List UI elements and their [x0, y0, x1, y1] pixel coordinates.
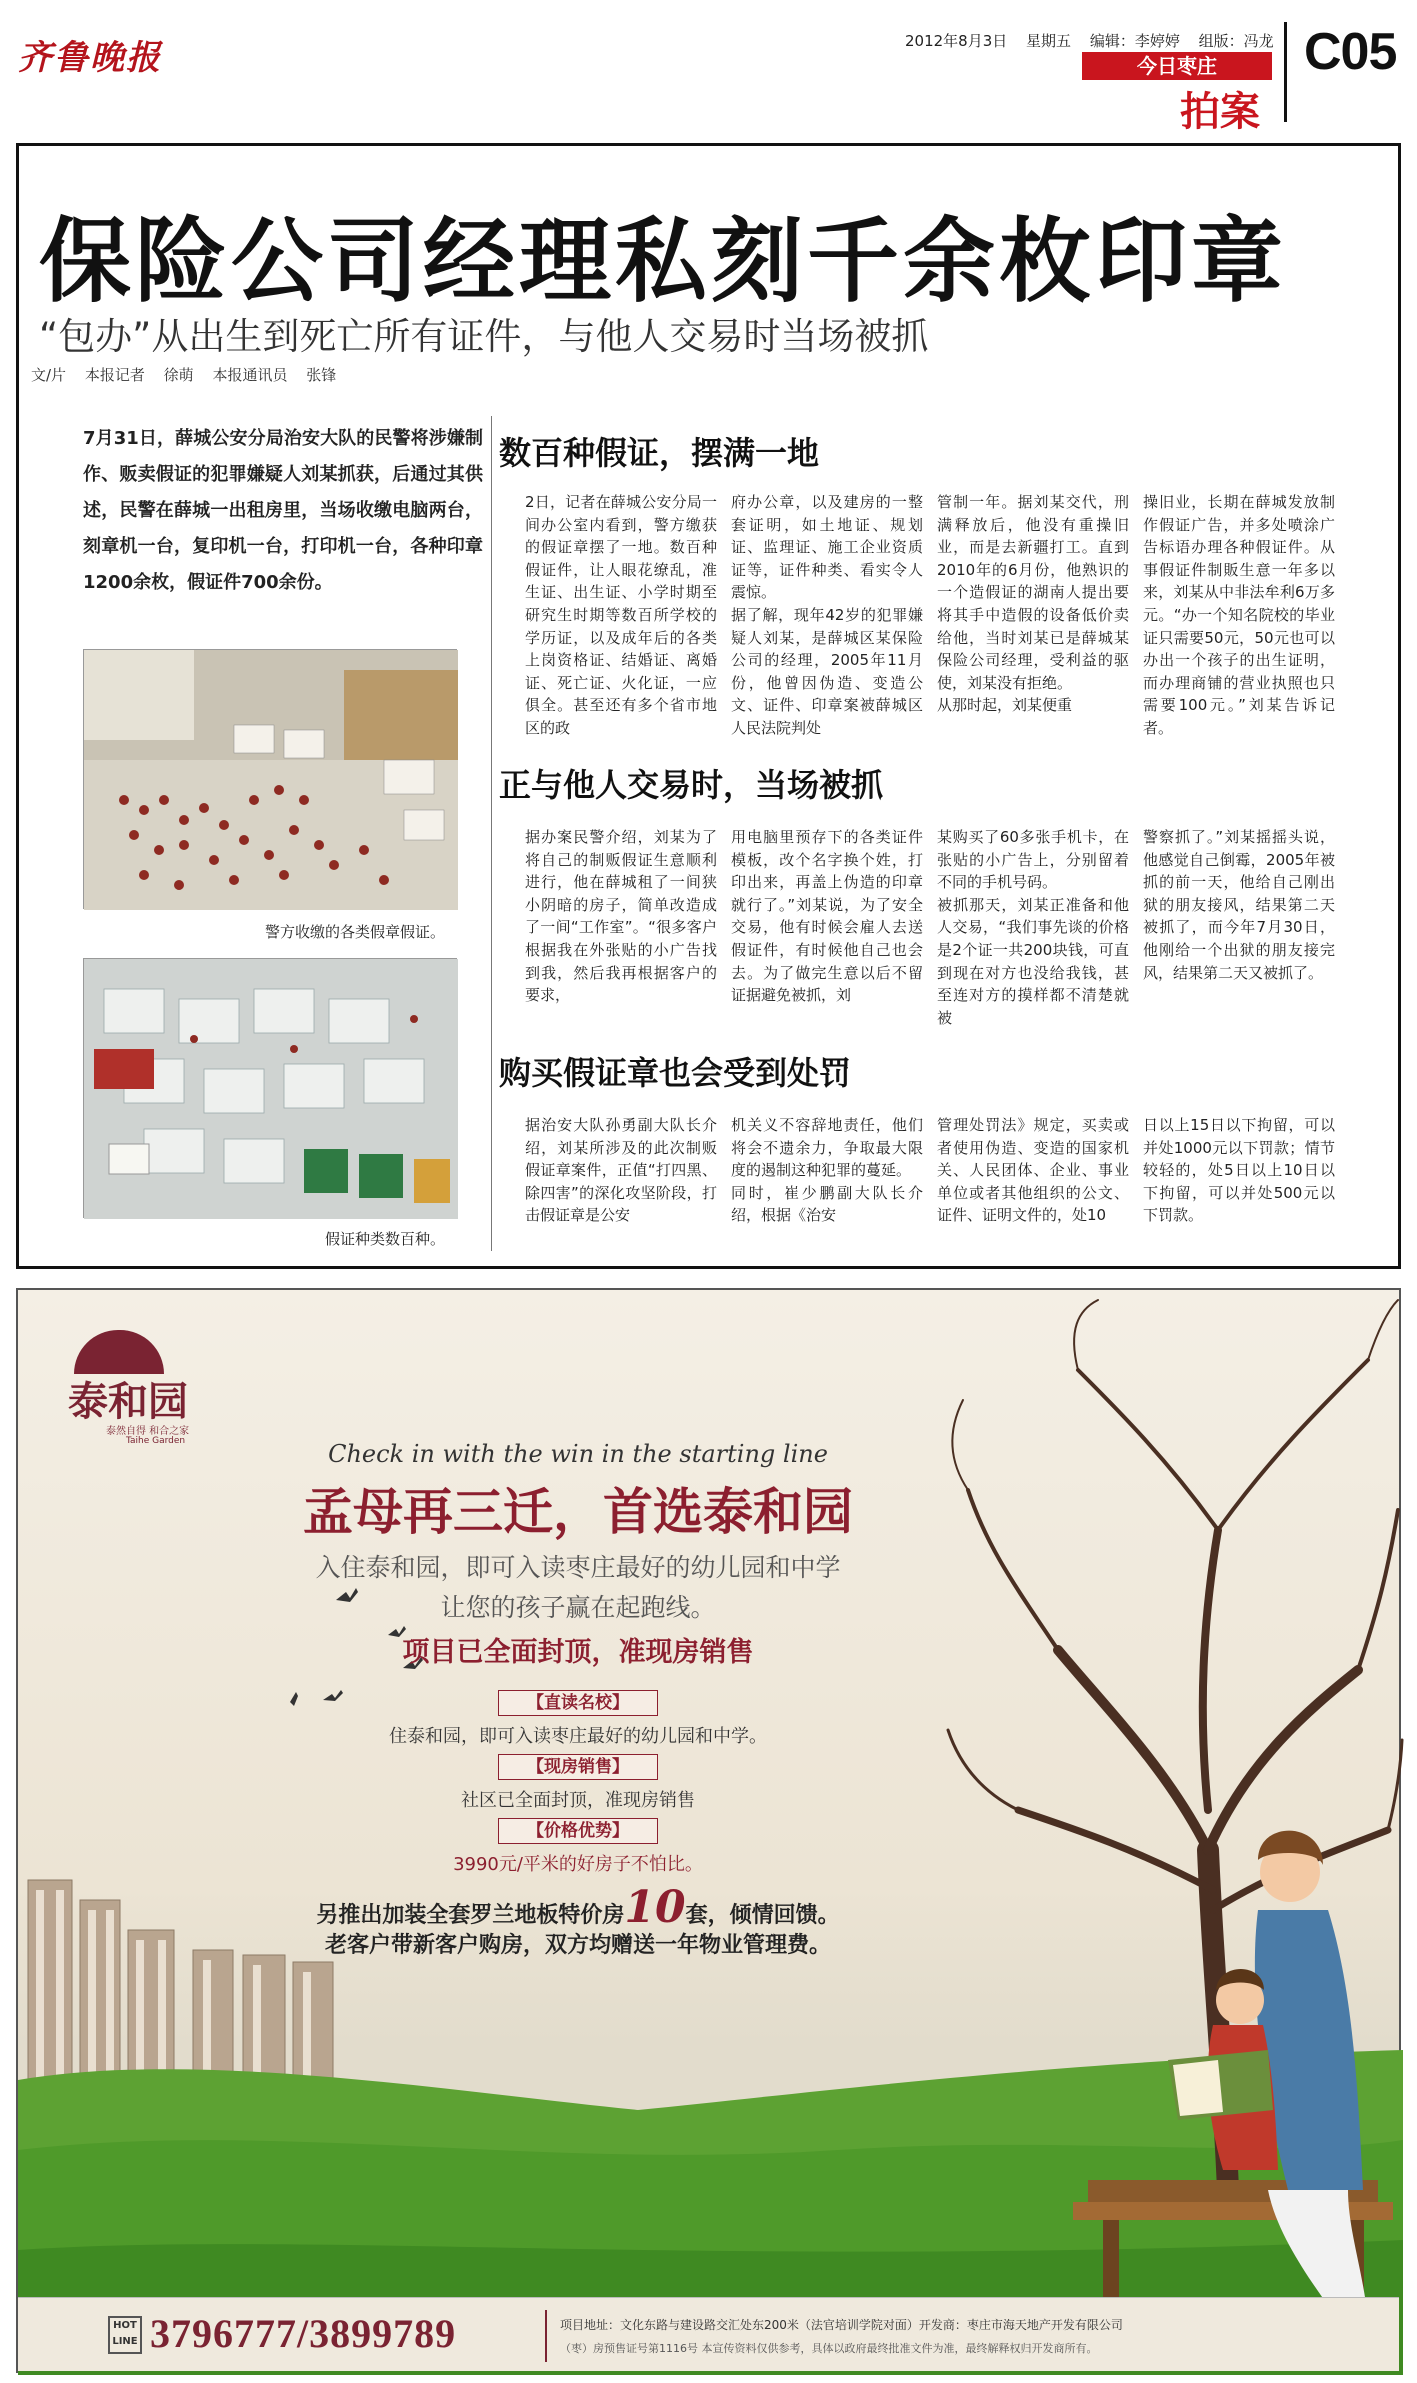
article-column: 日以上15日以下拘留，可以并处1000元以下罚款；情节较轻的，处5日以上10日以下拘留，可以并处500元以下罚款。: [1143, 1116, 1335, 1225]
article-column: 操旧业，长期在薛城发放制作假证广告，并多处喷涂广告标语办理各种假证件。从事假证件制販生意一年多以来，刘某从中非法牟利6万多元。“办一个知名院校的毕业证只需要50元，50元也可以办出一个孩子的出生证明，而办理商铺的营业执照也只需要100元。”刘某告诉记者。: [1143, 493, 1335, 737]
ad-promo: 老客户带新客户购房，双方均赠送一年物业管理费。: [324, 1933, 831, 1958]
byline-item: 徐萌: [163, 366, 194, 384]
article-byline: [31, 364, 350, 385]
section-heading: 正与他人交易时，当场被抓: [499, 766, 884, 804]
article-headline: 保险公司经理私刻千余枚印章: [39, 208, 1288, 315]
real-estate-ad: [16, 1288, 1401, 2373]
issue-weekday: 星期五: [1026, 32, 1072, 50]
ad-promo-number: 10: [624, 1882, 686, 1933]
column-divider: [491, 416, 492, 1251]
section-heading: 数百种假证，摆满一地: [499, 434, 820, 472]
section-title: 拍案: [1180, 89, 1260, 135]
editor-credit: 编辑：李婷婷: [1089, 32, 1180, 50]
hotline-label: HOT LINE: [108, 2316, 142, 2354]
byline-item: 本报通讯员: [212, 366, 288, 384]
byline-item: 文/片: [31, 366, 67, 384]
hotline-number[interactable]: 3796777/3899789: [150, 2311, 457, 2356]
photo-caption: 警方收缴的各类假章假证。: [265, 923, 446, 941]
brand-english: Taihe Garden: [126, 1436, 186, 1446]
article-column: 某购买了60多张手机卡，在张贴的小广告上，分别留着不同的手机号码。 被抓那天，刘某正准备和他人交易，“我们事先谈的价格是2个证一共200块钱，可直到现在对方也没给我钱，甚至连对方的摸样都不清楚就被: [937, 828, 1129, 1027]
section-tag: 今日枣庄: [1082, 52, 1272, 80]
article-column: 府办公章，以及建房的一整套证明，如土地证、规划证、监理证、施工企业资质证等，证件种类、看实令人震惊。 据了解，现年42岁的犯罪嫌疑人刘某，是薛城区某保险公司的经理，2005年11月份，他曾因伪造、变造公文、证件、印章案被薛城区人民法院判处: [731, 493, 923, 737]
article-lead: 7月31日，薛城公安分局治安大队的民警将涉嫌制作、贩卖假证的犯罪嫌疑人刘某抓获，后通过其供述，民警在薛城一出租房里，当场收缴电脑两台，刻章机一台，复印机一台，打印机一台，各种印章1200余枚，假证件700余份。: [83, 428, 483, 593]
footer-divider: [545, 2310, 547, 2362]
ad-line: 入住泰和园，即可入读枣庄最好的幼儿园和中学: [315, 1553, 841, 1582]
article-column: 管理处罚法》规定，买卖或者使用伪造、变造的国家机关、人民团体、企业、事业单位或者其他组织的公文、证件、证明文件的，处10: [937, 1116, 1129, 1225]
ad-title: 孟母再三迁，首选泰和园: [303, 1482, 853, 1541]
project-address: 项目地址：文化东路与建设路交汇处东200米（法官培训学院对面）开发商：枣庄市海天地产开发有限公司: [560, 2318, 1123, 2332]
ad-footer: [18, 2297, 1399, 2371]
ad-feature-tag: 【直读名校】: [498, 1690, 658, 1716]
ad-slogan-english: Check in with the win in the starting line: [328, 1440, 828, 1468]
seized-stamps-photo: [83, 649, 457, 909]
section-heading: 购买假证章也会受到处罚: [499, 1054, 852, 1092]
brand-logo: 泰和园: [68, 1378, 188, 1425]
ad-promo: [18, 1882, 1138, 1933]
article-column: 据办案民警介绍，刘某为了将自己的制贩假证生意顺利进行，他在薛城租了一间狭小阴暗的房子，简单改造成了一间“工作室”。“很多客户根据我在外张贴的小广告找到我，然后我再根据客户的要求，: [525, 828, 717, 1005]
legal-note: （枣）房预售证号第1116号 本宣传资料仅供参考，具体以政府最终批准文件为准，最终解释权归开发商所有。: [560, 2342, 1098, 2355]
byline-item: 张锋: [306, 366, 337, 384]
issue-meta: [905, 30, 1288, 51]
article-column: 管制一年。据刘某交代，刑满释放后，他没有重操旧业，而是去新疆打工。直到2010年的6月份，他熟识的一个造假证的湖南人提出要将其手中造假的设备低价卖给他，当时刘某已是薛城某保险公司经理，受利益的驱使，刘某没有拒绝。 从那时起，刘某便重: [937, 493, 1129, 715]
ad-promo-post: 套，倾情回馈。: [685, 1903, 840, 1928]
photo-caption: 假证种类数百种。: [325, 1230, 446, 1248]
page-number: C05: [1304, 23, 1397, 81]
ad-feature-text: 住泰和园，即可入读枣庄最好的幼儿园和中学。: [389, 1726, 767, 1747]
newspaper-logo: 齐鲁晚报: [18, 38, 162, 78]
byline-item: 本报记者: [84, 366, 145, 384]
ad-feature-text: 社区已全面封顶，准现房销售: [461, 1790, 695, 1811]
article-column: 用电脑里预存下的各类证件模板，改个名字换个姓，打印出来，再盖上伪造的印章就行了。”刘某说，为了安全交易，他有时候会雇人去送假证件，有时候他自己也会去。为了做完生意以后不留证据避免被抓，刘: [731, 828, 923, 1005]
article-column: 2日，记者在薛城公安分局一间办公室内看到，警方缴获的假证章摆了一地。数百种假证件，让人眼花缭乱，准生证、出生证、小学时期至研究生时期等数百所学校的学历证，以及成年后的各类上岗资格证、结婚证、离婚证、死亡证、火化证，一应俱全。甚至还有多个省市地区的政: [525, 493, 717, 737]
ad-promo-pre: 另推出加装全套罗兰地板特价房: [316, 1903, 625, 1928]
article-column: 机关义不容辞地责任，他们将会不遗余力，争取最大限度的遏制这种犯罪的蔓延。 同时，崔少鹏副大队长介绍，根据《治安: [731, 1116, 923, 1225]
brand-tagline: 泰然自得 和合之家: [106, 1426, 190, 1437]
article-column: 据治安大队孙勇副大队长介绍，刘某所涉及的此次制贩假证章案件，正值“打四黑、除四害”的深化攻坚阶段，打击假证章是公安: [525, 1116, 717, 1225]
issue-date: 2012年8月3日: [905, 32, 1008, 50]
ad-feature-tag: 【现房销售】: [498, 1754, 658, 1780]
masthead-divider: [1284, 22, 1287, 122]
ad-line: 让您的孩子赢在起跑线。: [440, 1593, 716, 1622]
ad-highlight: 项目已全面封顶，准现房销售: [402, 1637, 754, 1668]
layout-credit: 组版：冯龙: [1198, 32, 1274, 50]
news-article: [16, 143, 1401, 1269]
ad-feature-tag: 【价格优势】: [498, 1818, 658, 1844]
article-subhead: “包办”从出生到死亡所有证件，与他人交易时当场被抓: [39, 315, 929, 358]
article-column: 警察抓了。”刘某摇摇头说，他感觉自己倒霉，2005年被抓的前一天，他给自己刚出狱的朋友接风，结果第二天被抓了，而今年7月30日，他刚给一个出狱的朋友接完风，结果第二天又被抓了。: [1143, 828, 1335, 982]
masthead: [0, 0, 1417, 135]
fake-certificates-photo: [83, 958, 457, 1218]
ad-price-text: 3990元/平米的好房子不怕比。: [453, 1854, 703, 1875]
